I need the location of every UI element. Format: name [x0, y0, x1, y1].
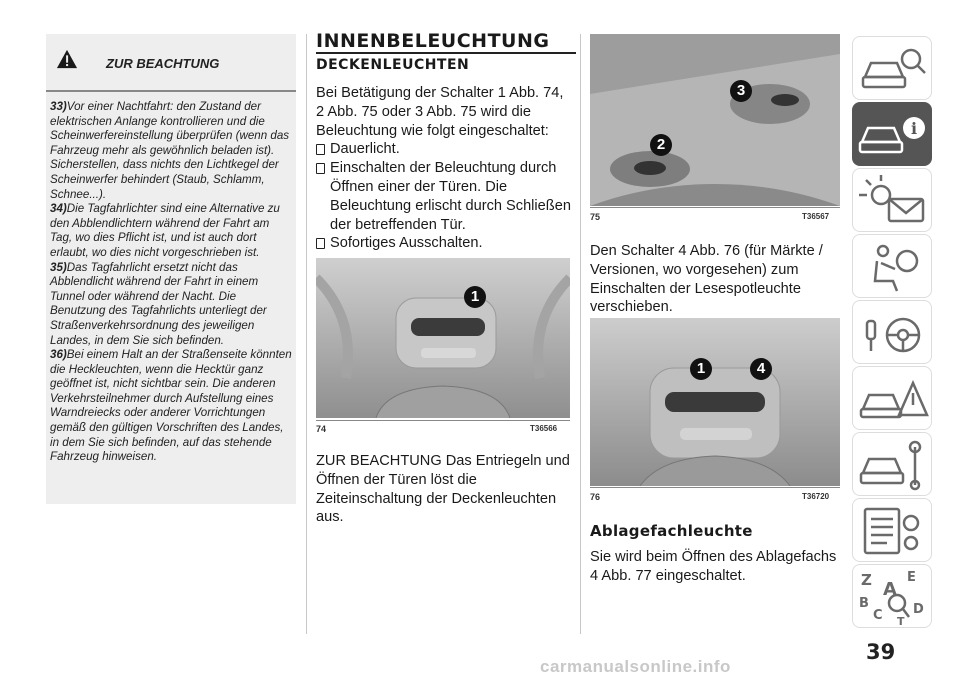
car-search-icon[interactable]	[852, 36, 932, 100]
svg-text:i: i	[910, 119, 918, 138]
index-letter: T	[897, 615, 905, 628]
figure-code: T36566	[530, 424, 558, 433]
callout-1: 1	[464, 286, 486, 308]
callout-4: 4	[750, 358, 772, 380]
page-number: 39	[866, 640, 896, 664]
index-letter: A	[883, 579, 897, 600]
column-divider	[306, 34, 307, 634]
glovebox-heading: Ablagefachleuchte	[590, 522, 753, 540]
warning-note: 33)Vor einer Nachtfahrt: den Zustand der elektrischen Anlange kontrollieren und die Scheinwerfereinstellung überprüfen (wenn das Fahrzeug mehr als gewöhnlich beladen ist). Sicherstellen, dass nichts den Lichtkegel der Scheinwerfer behindert (Staub, Schlamm, Schnee...).	[50, 100, 290, 201]
index-letter: E	[907, 570, 916, 585]
figure-74-photo	[316, 258, 570, 418]
index-letter: Z	[861, 571, 872, 589]
heading-rule	[316, 52, 576, 54]
figure-76-photo	[590, 318, 840, 486]
warning-title: ZUR BEACHTUNG	[106, 56, 220, 71]
list-item: Sofortiges Ausschalten.	[316, 234, 572, 253]
breakdown-icon[interactable]	[852, 366, 932, 430]
warning-triangle-icon	[56, 48, 78, 70]
figure-number: 75	[590, 212, 601, 222]
specifications-icon[interactable]	[852, 498, 932, 562]
intro-text: Bei Betätigung der Schalter 1 Abb. 74, 2 Abb. 75 oder 3 Abb. 75 wird die Beleuchtung wie folgt eingeschaltet: Dauerlicht. Einschalten der Beleuchtung durch Öffnen einer der Türen. Die Beleuchtung erlischt durch Schließen der betreffenden Tür. Sofortiges Ausschalten.	[316, 85, 571, 252]
index-letter: D	[913, 602, 924, 617]
warning-note: 35)Das Tagfahrlicht ersetzt nicht das Abblendlicht während der Fahrt in einem Tunnel oder während der Nacht. Die Benutzung des Tagfahrlichts unterliegt der Straßenverkehrsordnung des jeweiligen Landes, in dem Sie sich befinden.	[50, 260, 267, 347]
subsection-heading: DECKENLEUCHTEN	[316, 57, 470, 73]
caption-rule	[590, 487, 840, 488]
list-item: Einschalten der Beleuchtung durch Öffnen einer der Türen. Die Beleuchtung erlischt durch Schließen der betreffenden Tür.	[316, 159, 572, 234]
site-watermark: carmanualsonline.info	[540, 657, 731, 676]
note-text: ZUR BEACHTUNG Das Entriegeln und Öffnen der Türen löst die Zeiteinschaltung der Deckenleuchten aus.	[316, 453, 570, 526]
figure-code: T36720	[802, 492, 830, 501]
warning-light-icon[interactable]	[852, 168, 932, 232]
caption-rule	[316, 420, 570, 421]
glovebox-text: Sie wird beim Öffnen des Ablagefachs 4 Abb. 77 eingeschaltet.	[590, 549, 837, 584]
figure-number: 76	[590, 492, 601, 502]
caption-rule	[590, 207, 840, 208]
warning-note: 34)Die Tagfahrlichter sind eine Alternative zu den Abblendlichtern während der Fahrt am Tag, wo dies Pflicht ist, und ist auch dort erlaubt, wo dies nicht vorgeschrieben ist.	[50, 202, 280, 259]
section-heading: INNENBELEUCHTUNG	[316, 30, 550, 52]
callout-1: 1	[690, 358, 712, 380]
warning-box	[46, 34, 296, 504]
reading-light-illustration	[590, 318, 840, 486]
reading-light-text: Den Schalter 4 Abb. 76 (für Märkte / Versionen, wo vorgesehen) zum Einschalten der Lesespotleuchte verschieben.	[590, 243, 823, 316]
callout-2: 2	[650, 134, 672, 156]
column-divider	[580, 34, 581, 634]
figure-number: 74	[316, 424, 327, 434]
car-info-icon[interactable]	[852, 102, 932, 166]
warning-notes	[50, 100, 294, 465]
steering-wheel-icon[interactable]	[852, 300, 932, 364]
ceiling-light-illustration	[316, 258, 570, 418]
list-item: Dauerlicht.	[316, 140, 572, 159]
index-letter: B	[859, 596, 869, 611]
index-letter: C	[873, 608, 883, 623]
airbag-seat-icon[interactable]	[852, 234, 932, 298]
warning-header	[46, 34, 296, 92]
figure-75-photo	[590, 34, 840, 206]
warning-note: 36)Bei einem Halt an der Straßenseite könnten die Heckleuchten, wenn die Hecktür ganz geöffnet ist, nicht sichtbar sein. Die anderen Verkehrsteilnehmer durch Aufstellung eines Warndreiecks oder anderer Vorrichtungen gemäß den gültigen Vorschriften des Landes, in dem Sie sich befinden, auf das stehende Fahrzeug hinweisen.	[50, 348, 292, 464]
callout-3: 3	[730, 80, 752, 102]
overhead-console-illustration	[590, 34, 840, 206]
index-icon[interactable]	[852, 564, 932, 628]
figure-code: T36567	[802, 212, 830, 221]
car-wrench-icon[interactable]	[852, 432, 932, 496]
